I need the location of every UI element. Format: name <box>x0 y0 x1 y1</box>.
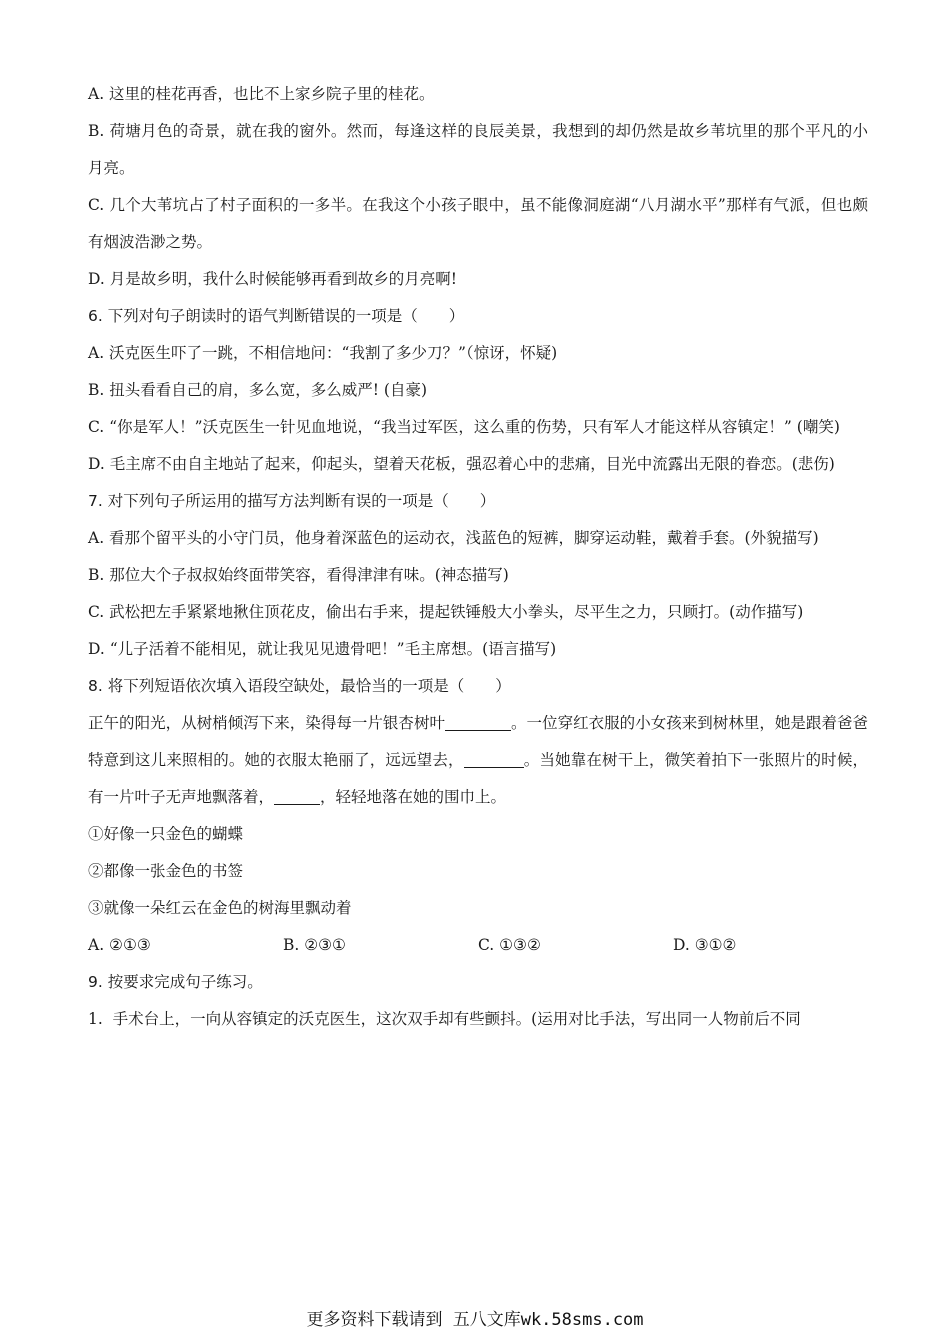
q7-option-a: A. 看那个留平头的小守门员，他身着深蓝色的运动衣，浅蓝色的短裤，脚穿运动鞋，戴着手套。(外貌描写) <box>88 529 819 547</box>
q6-option-b: B. 扭头看看自己的肩，多么宽，多么威严! (自豪) <box>88 381 427 399</box>
q8-option-d: D. ③①② <box>673 936 737 954</box>
q8-item-3: ③就像一朵红云在金色的树海里飘动着 <box>88 899 352 917</box>
q8-passage-part-3: 。当她靠在树干上，微笑着拍下一张照片的时候，有一片叶子无声地飘落着， <box>88 751 868 806</box>
q7-stem: 7. 对下列句子所运用的描写方法判断有误的一项是（ ） <box>88 492 496 510</box>
q8-option-a: A. ②①③ <box>88 936 151 954</box>
q9-stem: 9. 按要求完成句子练习。 <box>88 973 263 991</box>
q6-option-a: A. 沃克医生吓了一跳，不相信地问：“我割了多少刀？”（惊讶，怀疑) <box>88 344 558 362</box>
q8-passage-part-2: 。一位穿红衣服的小女孩来到树林里，她是跟着爸爸特意到这儿来照相的。她的衣服太艳丽了，远远望去， <box>88 714 868 769</box>
q8-item-1: ①好像一只金色的蝴蝶 <box>88 825 244 843</box>
q5-option-b: B. 荷塘月色的奇景，就在我的窗外。然而，每逢这样的良辰美景，我想到的却仍然是故乡苇坑里的那个平凡的小月亮。 <box>88 122 868 177</box>
q7-option-c: C. 武松把左手紧紧地揪住顶花皮，偷出右手来，提起铁锤般大小拳头，尽平生之力，只顾打。(动作描写) <box>88 603 804 621</box>
q8-options <box>88 927 868 964</box>
q8-option-b: B. ②③① <box>283 936 346 954</box>
q5-option-d: D. 月是故乡明，我什么时候能够再看到故乡的月亮啊! <box>88 270 457 288</box>
q8-passage-part-4: ，轻轻地落在她的围巾上。 <box>320 788 507 806</box>
q6-stem: 6. 下列对句子朗读时的语气判断错误的一项是（ ） <box>88 307 465 325</box>
fill-blank-3 <box>274 789 320 806</box>
q8-passage-part-1: 正午的阳光，从树梢倾泻下来，染得每一片银杏树叶 <box>88 714 445 732</box>
q7-option-b: B. 那位大个子叔叔始终面带笑容，看得津津有味。(神态描写) <box>88 566 509 584</box>
q5-option-c: C. 几个大苇坑占了村子面积的一多半。在我这个小孩子眼中，虽不能像洞庭湖“八月湖水平”那样有气派，但也颇有烟波浩渺之势。 <box>88 196 868 251</box>
document-body <box>88 76 868 1038</box>
q6-option-c: C. “你是军人！”沃克医生一针见血地说，“我当过军医，这么重的伤势，只有军人才能这样从容镇定！” (嘲笑) <box>88 418 840 436</box>
q6-option-d: D. 毛主席不由自主地站了起来，仰起头，望着天花板，强忍着心中的悲痛，目光中流露出无限的眷恋。(悲伤) <box>88 455 835 473</box>
q5-option-a: A. 这里的桂花再香，也比不上家乡院子里的桂花。 <box>88 85 435 103</box>
page-footer: 更多资料下载请到 五八文库wk.58sms.com <box>306 1310 644 1330</box>
fill-blank-2 <box>464 752 524 769</box>
q8-stem: 8. 将下列短语依次填入语段空缺处，最恰当的一项是（ ） <box>88 677 511 695</box>
fill-blank-1 <box>445 715 511 732</box>
q7-option-d: D. “儿子活着不能相见，就让我见见遗骨吧！”毛主席想。(语言描写) <box>88 640 557 658</box>
q8-item-2: ②都像一张金色的书签 <box>88 862 244 880</box>
q9-item-1: 1. 手术台上，一向从容镇定的沃克医生，这次双手却有些颤抖。(运用对比手法，写出同一人物前后不同 <box>88 1010 801 1028</box>
q8-passage <box>88 705 868 816</box>
q8-option-c: C. ①③② <box>478 936 541 954</box>
